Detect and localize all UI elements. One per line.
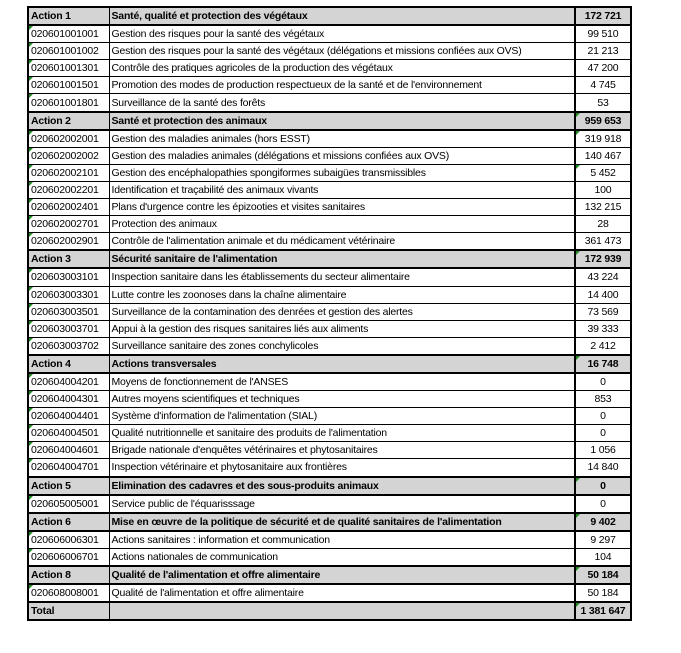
budget-line-label[interactable]: Inspection vétérinaire et phytosanitaire aux frontières	[109, 459, 575, 477]
budget-line-code[interactable]: 020604004701	[28, 459, 109, 477]
action-header-row	[28, 7, 631, 25]
action-total[interactable]: 0	[575, 477, 631, 495]
action-title[interactable]: Santé, qualité et protection des végétaux	[109, 7, 575, 25]
budget-line-label[interactable]: Contrôle de l'alimentation animale et du médicament vétérinaire	[109, 233, 575, 251]
action-total[interactable]: 9 402	[575, 513, 631, 531]
budget-line-value[interactable]: 50 184	[575, 584, 631, 602]
budget-line-code[interactable]: 020601001501	[28, 77, 109, 94]
budget-line-code[interactable]: 020604004601	[28, 442, 109, 459]
table-row	[28, 459, 631, 477]
budget-line-code[interactable]: 020603003702	[28, 337, 109, 355]
budget-line-code[interactable]: 020601001801	[28, 94, 109, 112]
budget-line-label[interactable]: Surveillance de la contamination des denrées et gestion des alertes	[109, 303, 575, 320]
action-number[interactable]: Action 6	[28, 513, 109, 531]
budget-line-label[interactable]: Contrôle des pratiques agricoles de la production des végétaux	[109, 60, 575, 77]
budget-table-body	[28, 7, 631, 620]
table-row	[28, 531, 631, 549]
budget-line-value[interactable]: 0	[575, 373, 631, 391]
table-row	[28, 408, 631, 425]
budget-line-code[interactable]: 020606006301	[28, 531, 109, 549]
budget-line-label[interactable]: Qualité nutritionnelle et sanitaire des produits de l'alimentation	[109, 425, 575, 442]
budget-line-value[interactable]: 21 213	[575, 43, 631, 60]
budget-line-value[interactable]: 99 510	[575, 25, 631, 43]
budget-line-value[interactable]: 853	[575, 391, 631, 408]
budget-line-code[interactable]: 020603003701	[28, 320, 109, 337]
action-title[interactable]: Qualité de l'alimentation et offre alimentaire	[109, 566, 575, 584]
budget-line-value[interactable]: 14 840	[575, 459, 631, 477]
budget-line-label[interactable]: Inspection sanitaire dans les établissements du secteur alimentaire	[109, 268, 575, 286]
action-title[interactable]: Actions transversales	[109, 355, 575, 373]
budget-line-code[interactable]: 020601001301	[28, 60, 109, 77]
budget-line-value[interactable]: 319 918	[575, 130, 631, 148]
budget-line-label[interactable]: Moyens de fonctionnement de l'ANSES	[109, 373, 575, 391]
budget-line-value[interactable]: 73 569	[575, 303, 631, 320]
action-header-row	[28, 513, 631, 531]
budget-line-label[interactable]: Actions sanitaires : information et communication	[109, 531, 575, 549]
table-row	[28, 94, 631, 112]
budget-line-label[interactable]: Actions nationales de communication	[109, 548, 575, 566]
action-number[interactable]: Action 5	[28, 477, 109, 495]
action-total[interactable]: 959 653	[575, 112, 631, 130]
budget-line-code[interactable]: 020602002401	[28, 199, 109, 216]
table-row	[28, 320, 631, 337]
table-row	[28, 147, 631, 164]
action-number[interactable]: Action 2	[28, 112, 109, 130]
budget-line-label[interactable]: Autres moyens scientifiques et techniques	[109, 391, 575, 408]
budget-line-label[interactable]: Identification et traçabilité des animaux vivants	[109, 181, 575, 198]
budget-line-label[interactable]: Gestion des encéphalopathies spongiformes subaigües transmissibles	[109, 164, 575, 181]
budget-line-label[interactable]: Brigade nationale d'enquêtes vétérinaires et phytosanitaires	[109, 442, 575, 459]
budget-line-code[interactable]: 020601001002	[28, 43, 109, 60]
grand-total-label[interactable]: Total	[28, 602, 109, 620]
budget-line-value[interactable]: 43 224	[575, 268, 631, 286]
action-number[interactable]: Action 4	[28, 355, 109, 373]
budget-line-label[interactable]: Service public de l'équarisssage	[109, 495, 575, 513]
action-header-row	[28, 477, 631, 495]
budget-line-value[interactable]: 39 333	[575, 320, 631, 337]
grand-total-row	[28, 602, 631, 620]
budget-line-value[interactable]: 2 412	[575, 337, 631, 355]
budget-line-value[interactable]: 47 200	[575, 60, 631, 77]
budget-line-code[interactable]: 020603003501	[28, 303, 109, 320]
table-row	[28, 233, 631, 251]
action-total[interactable]: 172 939	[575, 250, 631, 268]
action-total[interactable]: 50 184	[575, 566, 631, 584]
table-row	[28, 216, 631, 233]
budget-line-label[interactable]: Gestion des maladies animales (délégations et missions confiées aux OVS)	[109, 147, 575, 164]
grand-total-value[interactable]: 1 381 647	[575, 602, 631, 620]
budget-line-label[interactable]: Système d'information de l'alimentation (SIAL)	[109, 408, 575, 425]
action-header-row	[28, 355, 631, 373]
budget-line-label[interactable]: Lutte contre les zoonoses dans la chaîne alimentaire	[109, 286, 575, 303]
table-row	[28, 442, 631, 459]
action-title[interactable]: Santé et protection des animaux	[109, 112, 575, 130]
table-row	[28, 268, 631, 286]
budget-line-value[interactable]: 28	[575, 216, 631, 233]
table-row	[28, 77, 631, 94]
budget-line-label[interactable]: Qualité de l'alimentation et offre alimentaire	[109, 584, 575, 602]
table-row	[28, 548, 631, 566]
action-header-row	[28, 250, 631, 268]
budget-line-label[interactable]: Plans d'urgence contre les épizooties et visites sanitaires	[109, 199, 575, 216]
table-row	[28, 43, 631, 60]
budget-line-code[interactable]: 020605005001	[28, 495, 109, 513]
budget-line-value[interactable]: 1 056	[575, 442, 631, 459]
table-row	[28, 199, 631, 216]
budget-line-value[interactable]: 14 400	[575, 286, 631, 303]
budget-line-code[interactable]: 020604004201	[28, 373, 109, 391]
budget-line-code[interactable]: 020604004301	[28, 391, 109, 408]
table-row	[28, 337, 631, 355]
budget-line-code[interactable]: 020603003301	[28, 286, 109, 303]
table-row	[28, 373, 631, 391]
grand-total-spacer	[109, 602, 575, 620]
budget-line-label[interactable]: Gestion des maladies animales (hors ESST)	[109, 130, 575, 148]
budget-line-code[interactable]: 020602002001	[28, 130, 109, 148]
budget-line-value[interactable]: 4 745	[575, 77, 631, 94]
budget-line-label[interactable]: Promotion des modes de production respectueux de la santé et de l'environnement	[109, 77, 575, 94]
budget-line-value[interactable]: 0	[575, 495, 631, 513]
table-row	[28, 25, 631, 43]
action-title[interactable]: Elimination des cadavres et des sous-produits animaux	[109, 477, 575, 495]
table-row	[28, 164, 631, 181]
budget-line-value[interactable]: 140 467	[575, 147, 631, 164]
budget-line-code[interactable]: 020604004401	[28, 408, 109, 425]
table-row	[28, 60, 631, 77]
budget-line-value[interactable]: 132 215	[575, 199, 631, 216]
budget-line-label[interactable]: Surveillance de la santé des forêts	[109, 94, 575, 112]
action-header-row	[28, 112, 631, 130]
action-title[interactable]: Sécurité sanitaire de l'alimentation	[109, 250, 575, 268]
budget-line-value[interactable]: 100	[575, 181, 631, 198]
action-number[interactable]: Action 8	[28, 566, 109, 584]
budget-line-code[interactable]: 020603003101	[28, 268, 109, 286]
table-row	[28, 130, 631, 148]
budget-table	[27, 6, 632, 621]
action-header-row	[28, 566, 631, 584]
action-total[interactable]: 172 721	[575, 7, 631, 25]
action-total[interactable]: 16 748	[575, 355, 631, 373]
budget-line-value[interactable]: 53	[575, 94, 631, 112]
budget-line-label[interactable]: Appui à la gestion des risques sanitaires liés aux aliments	[109, 320, 575, 337]
budget-line-label[interactable]: Gestion des risques pour la santé des végétaux	[109, 25, 575, 43]
budget-line-code[interactable]: 020602002701	[28, 216, 109, 233]
table-row	[28, 425, 631, 442]
budget-line-code[interactable]: 020604004501	[28, 425, 109, 442]
budget-line-code[interactable]: 020602002901	[28, 233, 109, 251]
budget-line-value[interactable]: 9 297	[575, 531, 631, 549]
action-title[interactable]: Mise en œuvre de la politique de sécurité et de qualité sanitaires de l'alimentation	[109, 513, 575, 531]
budget-line-label[interactable]: Gestion des risques pour la santé des végétaux (délégations et missions confiées aux OVS)	[109, 43, 575, 60]
budget-line-value[interactable]: 5 452	[575, 164, 631, 181]
table-row	[28, 584, 631, 602]
action-number[interactable]: Action 3	[28, 250, 109, 268]
budget-line-value[interactable]: 0	[575, 425, 631, 442]
budget-line-code[interactable]: 020602002201	[28, 181, 109, 198]
budget-line-code[interactable]: 020602002101	[28, 164, 109, 181]
table-row	[28, 391, 631, 408]
budget-line-label[interactable]: Surveillance sanitaire des zones conchylicoles	[109, 337, 575, 355]
budget-line-code[interactable]: 020601001001	[28, 25, 109, 43]
table-row	[28, 303, 631, 320]
action-number[interactable]: Action 1	[28, 7, 109, 25]
budget-line-label[interactable]: Protection des animaux	[109, 216, 575, 233]
budget-line-code[interactable]: 020606006701	[28, 548, 109, 566]
table-row	[28, 495, 631, 513]
budget-line-value[interactable]: 0	[575, 408, 631, 425]
table-row	[28, 181, 631, 198]
budget-line-value[interactable]: 104	[575, 548, 631, 566]
budget-line-code[interactable]: 020608008001	[28, 584, 109, 602]
budget-line-code[interactable]: 020602002002	[28, 147, 109, 164]
budget-line-value[interactable]: 361 473	[575, 233, 631, 251]
table-row	[28, 286, 631, 303]
